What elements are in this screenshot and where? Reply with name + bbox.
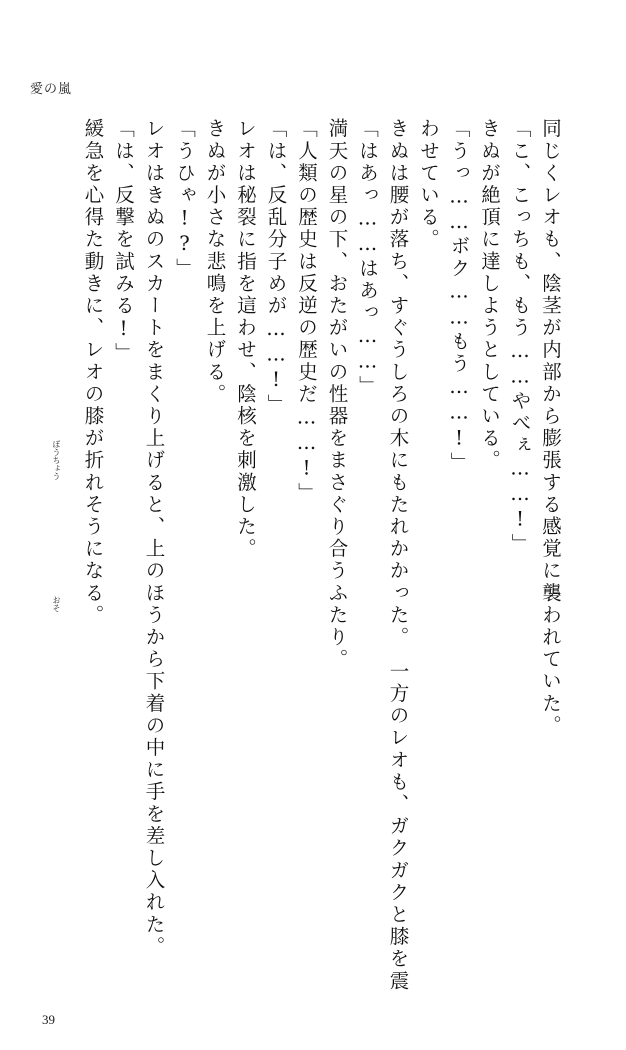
vertical-body-text: [72, 118, 592, 993]
ruby-annotation-bouchou: ぼうちょう: [52, 440, 61, 480]
text-line: 「うひゃ!?」: [173, 118, 196, 280]
running-head-title: 愛の嵐: [30, 82, 73, 97]
text-line: 満天の星の下、おたがいの性器をまさぐり合うふたり。: [325, 118, 349, 671]
text-line: 「人類の歴史は反逆の歴史だ……!」: [295, 118, 318, 505]
text-line: 「は、反撃を試みる!」: [112, 118, 135, 365]
ruby-annotation-oso: おそ: [52, 596, 61, 612]
text-line: 緩急を心得た動きに、レオの膝が折れそうになる。: [81, 118, 105, 627]
text-line: 「はあっ……はあっ……」: [356, 118, 379, 398]
text-line: きぬが絶頂に達しようとしている。: [478, 118, 501, 472]
text-line: わせている。: [417, 118, 440, 251]
text-line: 「は、反乱分子めが……!」: [264, 118, 288, 416]
text-line: きぬが小さな悲鳴を上げる。: [203, 118, 227, 406]
text-line: 「うっ……ボク……もう……!」: [447, 118, 471, 474]
text-line: レオはきぬのスカートをまくり上げると、上のほうから下着の中に手を差し入れた。: [142, 118, 166, 958]
text-line: レオは秘裂に指を這わせ、陰核を刺激した。: [234, 118, 257, 560]
text-line: きぬは腰が落ち、すぐうしろの木にもたれかかった。 一方のレオも、ガクガクと膝を震: [386, 118, 410, 993]
page-number: 39: [42, 1012, 55, 1027]
text-line: 同じくレオも、陰茎が内部から膨張する感覚に襲われていた。: [539, 118, 562, 737]
text-line: 「こ、こっちも、もう……やべぇ……!」: [508, 118, 532, 556]
